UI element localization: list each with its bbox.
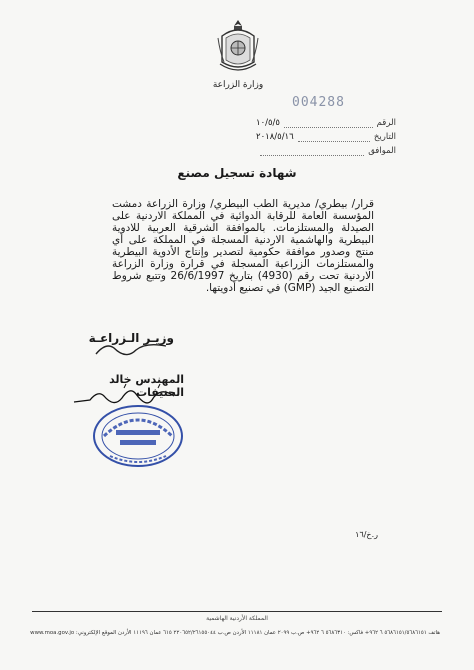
footer-divider — [32, 611, 442, 612]
reference-number-label: الرقم — [376, 118, 396, 128]
footer-contact-info: هاتف ٥٦٨٦١٥١/٥٦٨٦١٥١ ٦ ٩٦٢+ فاكس: ٥٦٨٦٣١٠ ٦ ٩٦٢+ ص.ب ٢٠٩٩ عمان ١١١٨١ الأردن ص.ب ٢٢٠٦٥٢/٢٦١٥٥٠٤٤ ٦١٥ عمان ١١١٩٦ الأردن الموقع الإلكتروني: www.moa.gov.jo — [30, 630, 440, 636]
signature-title: وزيـر الـزراعـة — [88, 331, 174, 345]
reference-date-row — [256, 130, 396, 144]
official-stamp-icon — [90, 402, 186, 470]
footer-kingdom-name: المملكة الأردنية الهاشمية — [206, 615, 268, 622]
internal-reference: ر.خ/١٦ — [355, 530, 378, 539]
signature-scrawl-icon — [66, 340, 176, 370]
ministry-name: وزارة الزراعة — [212, 80, 264, 90]
reference-date-label: التاريخ — [373, 132, 396, 142]
reference-block — [256, 116, 396, 158]
signatory-name: المهندس خالد الحنيفات — [109, 373, 184, 399]
reference-corresponding-row — [256, 144, 396, 158]
certificate-body: قرار/ بيطري/ مديرية الطب البيطري/ وزارة الزراعة دمشت المؤسسة العامة للرقابة الدوائية في المملكة الاردنية على الصيدلة والمستلزمات. بالموافقة الشرقية العربية للادوية البيطرية والهاشمية الاردنية المسجلة في المملكة على أي منتج وصدور موافقة حكومية لتصدير وإنتاج الأدوية البيطرية والمستلزمات الزراعية المسجلة في قرارة وزارة الزراعة الاردنية تحت رقم (4930) بتاريخ 26/6/1997 وتتبع شروط التصنيع الجيد (GMP) في تصنيع أدويتها. — [112, 198, 374, 294]
serial-number: 004288 — [292, 95, 345, 110]
reference-number-row — [256, 116, 396, 130]
reference-date-value: ٢٠١٨/٥/١٦ — [256, 132, 294, 142]
certificate-title: شهادة تسجيل مصنع — [177, 166, 297, 180]
reference-corresponding-label: الموافق — [368, 146, 396, 156]
jordan-royal-emblem-icon — [216, 18, 260, 76]
reference-number-value: ١٠/٥/٥ — [256, 118, 280, 128]
